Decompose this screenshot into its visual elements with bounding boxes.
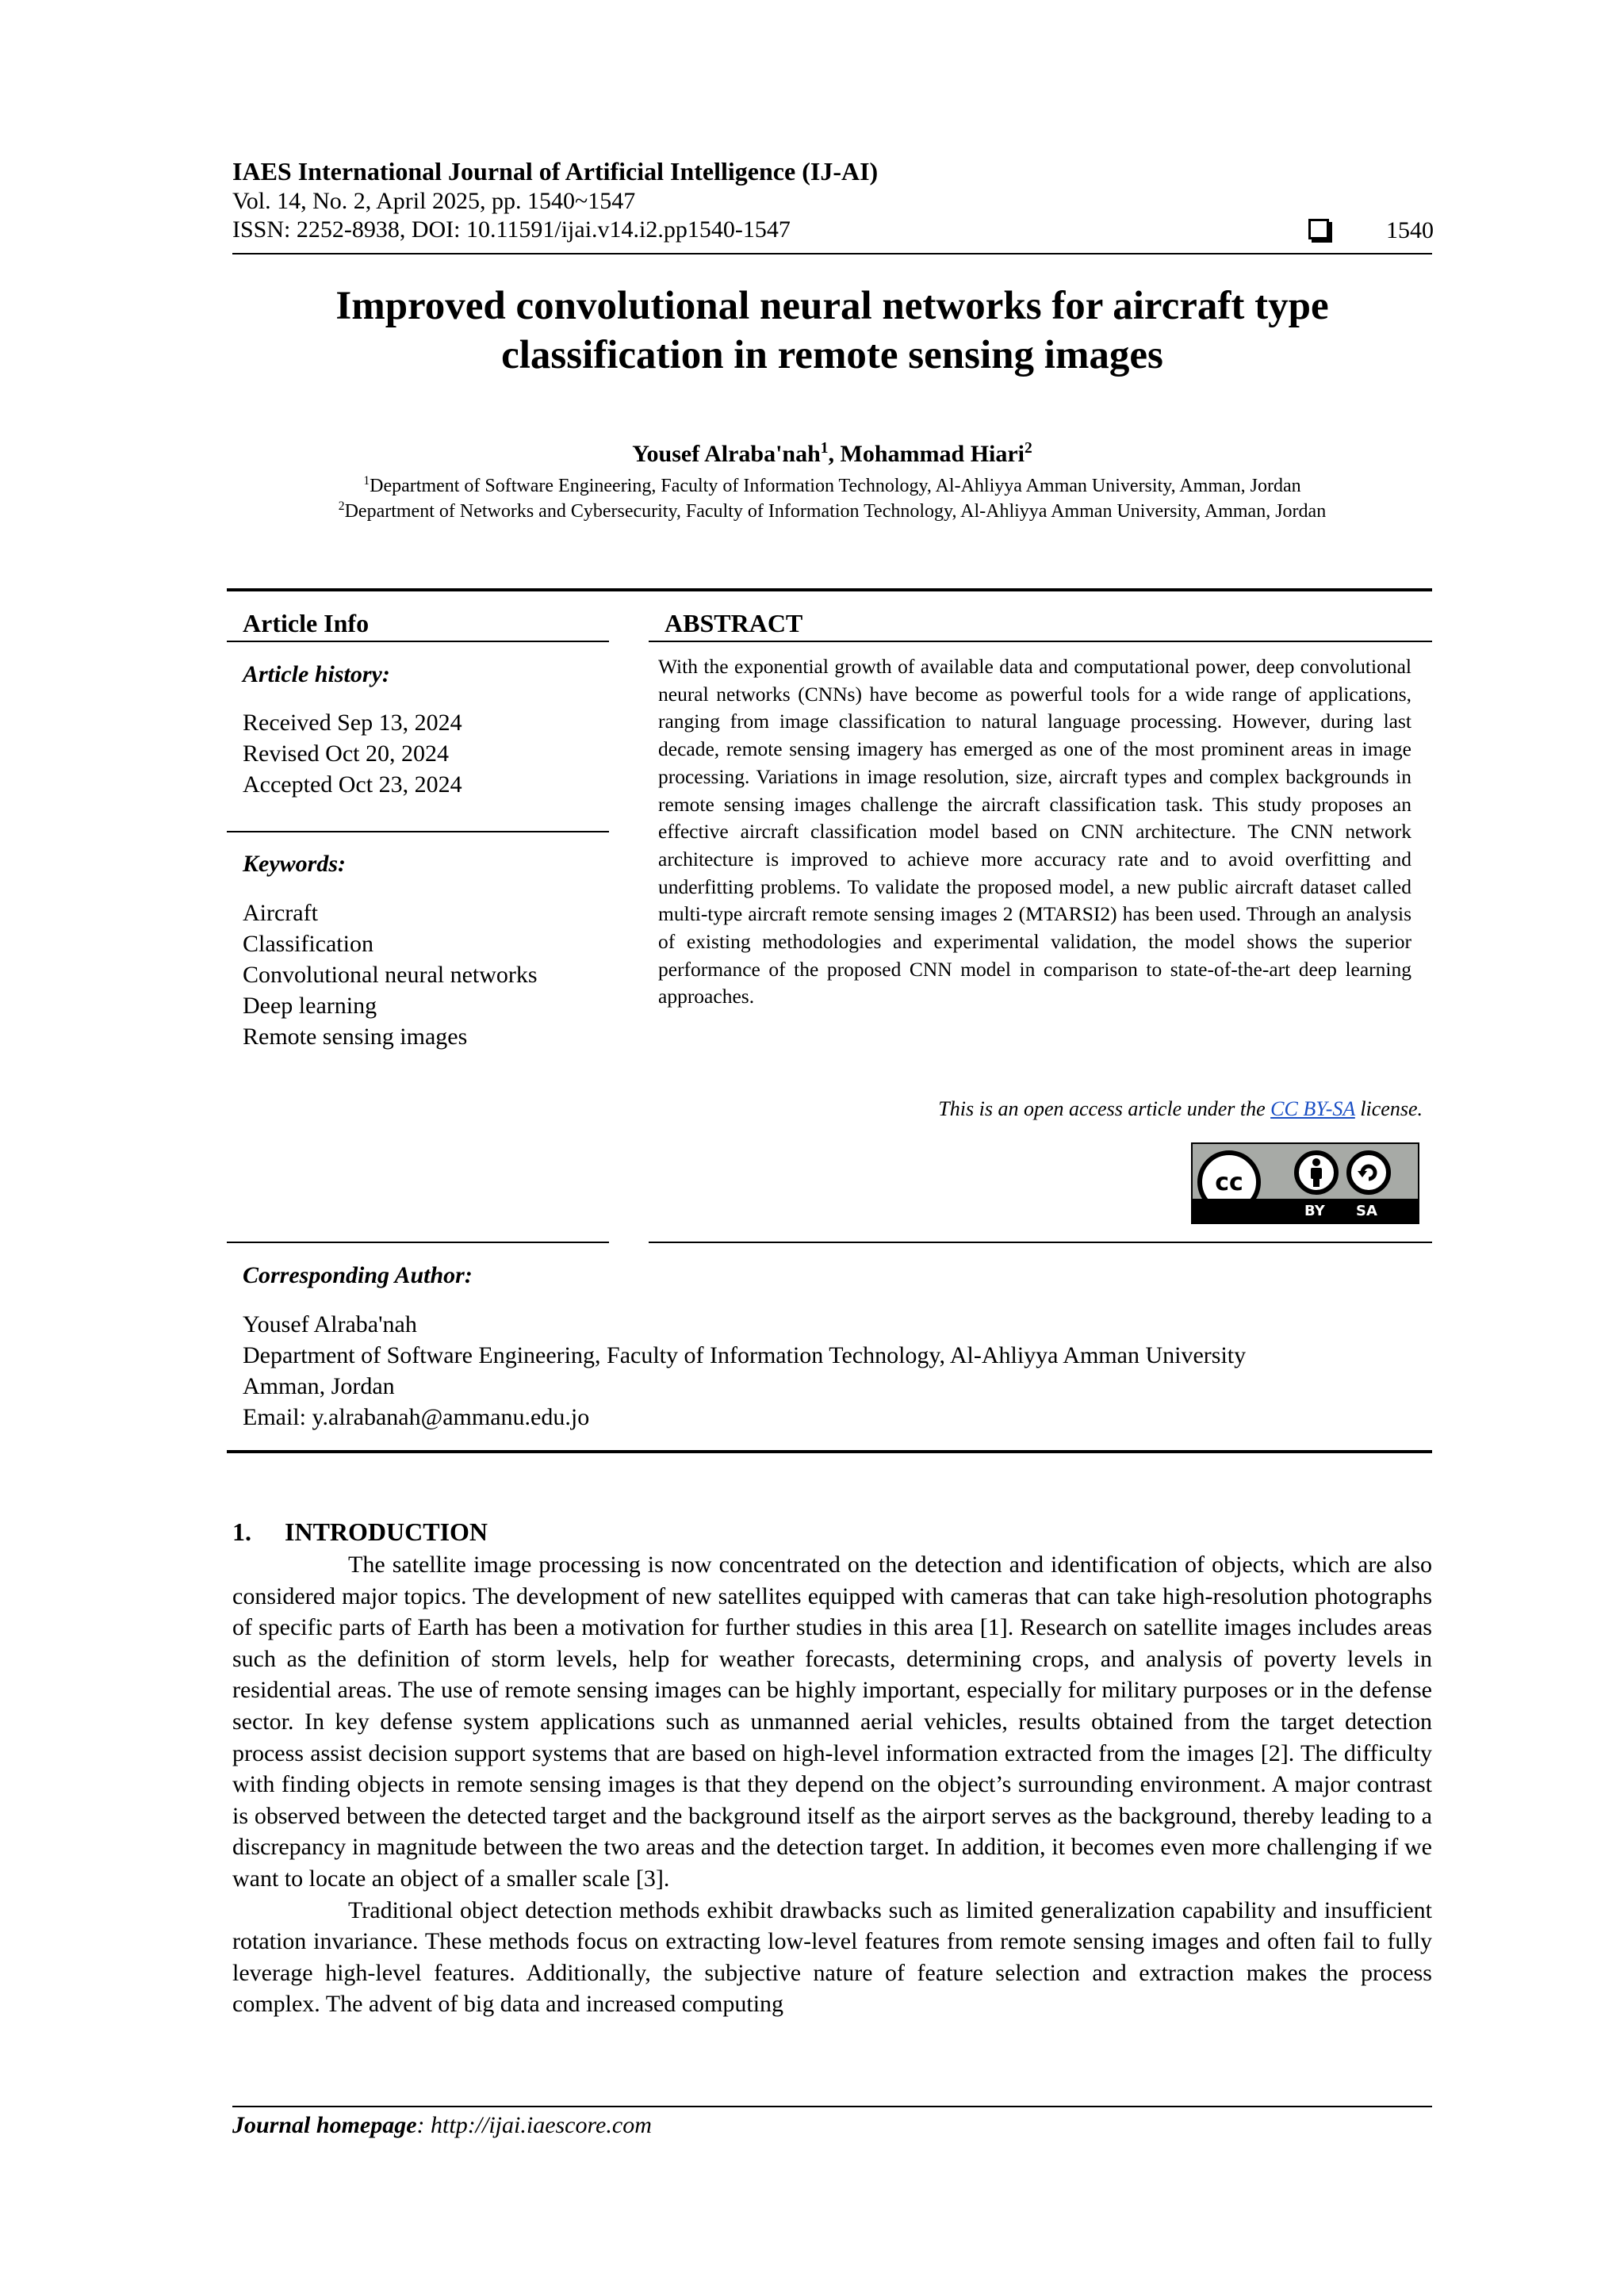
paragraph: The satellite image processing is now concentrated on the detection and identification of objects, which are also considered major topics. The development of new satellites equipped with cameras that can take high-resolution photographs of specific parts of Earth has been a motivation for further studies in this area [1]. Research on satellite images includes areas such as the definition of storm levels, help for weather forecasts, determining crops, and analysis of poverty levels in residential areas. The use of remote sensing images can be highly important, especially for military purposes or in the defense sector. In key defense system applications such as unmanned aerial vehicles, results obtained from the target detection process assist decision support systems that are based on high-level information extracted from the images [2]. The difficulty with finding objects in remote sensing images is that they depend on the object’s surrounding environment. A major contrast is observed between the detected target and the background itself as the airport serves as the background, thereby leading to a discrepancy in magnitude between the two areas and the detection target. In addition, it becomes even more challenging if we want to locate an object of a smaller scale [3]. [232,1552,1432,1892]
accepted-date: Accepted Oct 23, 2024 [243,771,462,798]
homepage-label: Journal homepage [232,2112,417,2138]
author-separator: , [828,441,841,467]
section-title: INTRODUCTION [285,1517,488,1546]
article-info-rule [227,641,609,642]
affiliation-superscript: 2 [338,499,345,513]
license-suffix: license. [1354,1097,1423,1120]
cc-label: cc [1215,1168,1243,1196]
corresponding-email: Email: y.alrabanah@ammanu.edu.jo [243,1404,590,1430]
license-prefix: This is an open access article under the [938,1097,1271,1120]
info-box-bottom-rule [227,1450,1432,1453]
revised-date: Revised Oct 20, 2024 [243,740,449,767]
journal-title: IAES International Journal of Artificial Intelligence (IJ-AI) [232,157,879,186]
homepage-link[interactable]: : http://ijai.iaescore.com [416,2112,652,2138]
journal-homepage [232,2112,652,2139]
share-alike-arrow-icon [1355,1159,1382,1186]
header-rule [232,253,1432,254]
abstract-heading: ABSTRACT [665,609,803,637]
affiliation-superscript: 1 [363,474,370,488]
author-superscript: 2 [1025,440,1032,457]
abstract-bottom-rule [649,1242,1432,1243]
article-history-heading: Article history: [243,661,390,687]
square-box-icon [1308,219,1329,239]
affiliation-2 [232,499,1432,523]
keywords-list [243,897,538,1052]
title-line-2: classification in remote sensing images [501,333,1163,377]
paragraph: Traditional object detection methods exhibit drawbacks such as limited generalization capability and insufficient rotation invariance. These methods focus on extracting low-level features from remote sensing images and often fail to fully leverage high-level features. Additionally, the subjective nature of feature selection and extraction makes the process complex. The advent of big data and increased computing [232,1896,1432,2018]
page-number: 1540 [1386,217,1434,243]
info-box-top-rule [227,588,1432,591]
introduction-heading [232,1517,488,1547]
author-name: Yousef Alraba'nah [632,441,821,467]
keyword-item: Convolutional neural networks [243,962,538,988]
title-line-1: Improved convolutional neural networks for aircraft type [335,284,1329,328]
keyword-item: Deep learning [243,993,377,1019]
keywords-heading: Keywords: [243,851,346,877]
affiliation-text: Department of Software Engineering, Faculty of Information Technology, Al-Ahliyya Amman University, Amman, Jordan [370,476,1301,496]
abstract-rule [649,641,1432,642]
badge-sa-label: SA [1356,1203,1377,1219]
corresponding-author-details [243,1309,1246,1433]
keyword-item: Aircraft [243,900,318,926]
author-superscript: 1 [820,440,829,457]
corresponding-author-heading: Corresponding Author: [243,1262,473,1288]
share-alike-icon [1346,1150,1391,1195]
corresponding-department: Department of Software Engineering, Faculty of Information Technology, Al-Ahliyya Amman University [243,1342,1247,1368]
footer-rule [232,2106,1432,2107]
affiliation-text: Department of Networks and Cybersecurity, Faculty of Information Technology, Al-Ahliyya Amman University, Amman, Jordan [344,501,1327,522]
article-info-heading: Article Info [243,609,370,637]
keywords-rule [227,831,609,832]
corresponding-name: Yousef Alraba'nah [243,1311,417,1337]
abstract-text: With the exponential growth of available data and computational power, deep convolutional neural networks (CNNs) have become as powerful tools for a wide range of applications, ranging from image classification to natural language processing. However, during last decade, remote sensing imagery has emerged as one of the most prominent areas in image processing. Variations in image resolution, size, aircraft types and complex backgrounds in remote sensing images challenge the aircraft classification task. This study proposes an effective aircraft classification model based on CNN architecture. The CNN network architecture is improved to achieve more accuracy rate and to avoid overfitting and underfitting problems. To validate the proposed model, a new public aircraft dataset called multi-type aircraft remote sensing images 2 (MTARSI2) has been used. Through an analysis of existing methodologies and experimental validation, the model shows the superior performance of the proposed CNN model in comparison to state-of-the-art deep learning approaches. [658,655,1411,1008]
paper-title [232,281,1432,380]
keyword-item: Remote sensing images [243,1024,468,1050]
section-number: 1. [232,1517,251,1546]
keyword-item: Classification [243,931,373,957]
article-info-bottom-rule [227,1242,609,1243]
cc-by-sa-badge[interactable] [1191,1142,1419,1224]
introduction-body [232,1549,1432,2020]
issn-line: ISSN: 2252-8938, DOI: 10.11591/ijai.v14.i2.pp1540-1547 [232,216,791,243]
attribution-icon [1294,1150,1339,1195]
volume-line: Vol. 14, No. 2, April 2025, pp. 1540~1547 [232,188,636,214]
corresponding-location: Amman, Jordan [243,1373,395,1399]
license-statement [938,1097,1423,1121]
badge-by-label: BY [1304,1203,1325,1219]
cc-by-sa-link[interactable]: CC BY-SA [1270,1097,1355,1120]
person-icon [1304,1158,1328,1188]
author-list [232,441,1432,468]
article-history [243,707,462,800]
author-name: Mohammad Hiari [840,441,1025,467]
affiliation-1 [232,474,1432,498]
received-date: Received Sep 13, 2024 [243,710,462,736]
